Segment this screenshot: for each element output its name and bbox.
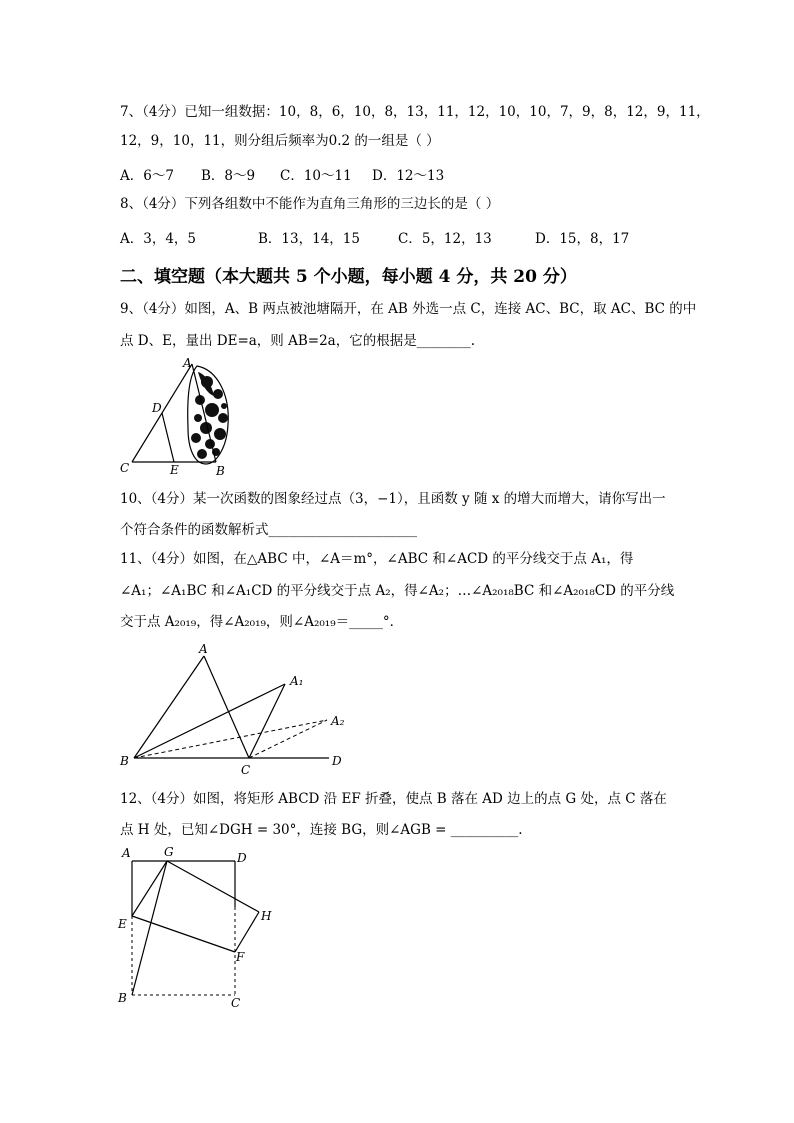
label-d: D <box>332 754 342 768</box>
q7-option-a: A．6～7 <box>120 168 174 184</box>
label-a: A <box>183 356 192 370</box>
segment-ba1 <box>134 684 285 758</box>
segment-hf <box>235 912 259 952</box>
segment-ca2 <box>249 720 327 758</box>
segment-ba <box>134 656 204 758</box>
segment-gh <box>167 861 259 912</box>
q8-option-b: B．13，14，15 <box>258 231 360 247</box>
q7-option-c: C．10～11 <box>280 168 352 184</box>
pond-shape <box>188 366 229 464</box>
label-b: B <box>118 991 127 1005</box>
label-e: E <box>170 463 179 477</box>
q8-option-a: A．3，4，5 <box>120 231 197 247</box>
label-g: G <box>164 845 174 859</box>
q8-option-c: C．5，12，13 <box>398 231 492 247</box>
label-c: C <box>241 763 251 777</box>
q7-option-b: B．8～9 <box>201 168 256 184</box>
q9-line1: 9、（4分）如图，A、B 两点被池塘隔开，在 AB 外选一点 C，连接 AC、BC，取 AC、BC 的中 <box>120 301 697 317</box>
label-c: C <box>120 461 130 475</box>
label-a: A <box>122 846 131 860</box>
label-a: A <box>199 642 208 656</box>
q12-figure <box>115 842 285 1014</box>
label-d: D <box>152 401 162 415</box>
label-f: F <box>236 950 245 964</box>
label-a1: A₁ <box>290 674 304 688</box>
label-h: H <box>261 909 272 923</box>
segment-eg <box>132 861 167 916</box>
label-e: E <box>118 917 127 931</box>
q8-line1: 8、（4分）下列各组数中不能作为直角三角形的三边长的是（ ） <box>120 196 500 212</box>
q9-figure <box>110 352 250 478</box>
q7-line1: 7、（4分）已知一组数据：10，8，6，10，8，13，11，12，10，10，7，9，8，12，9，11， <box>120 104 710 120</box>
q12-line1: 12、（4分）如图，将矩形 ABCD 沿 EF 折叠，使点 B 落在 AD 边上的点 G 处，点 C 落在 <box>120 791 667 807</box>
q10-line2: 个符合条件的函数解析式______________________ <box>120 522 417 538</box>
q11-line3: 交于点 A₂₀₁₉，得∠A₂₀₁₉，则∠A₂₀₁₉＝_____°． <box>120 614 404 630</box>
label-a2: A₂ <box>331 714 345 728</box>
q12-line2: 点 H 处，已知∠DGH = 30°，连接 BG，则∠AGB = __________. <box>120 822 523 838</box>
segment-ca1 <box>249 684 285 758</box>
q11-figure <box>115 640 365 780</box>
section-title: 二、填空题（本大题共 5 个小题，每小题 4 分，共 20 分） <box>120 267 577 287</box>
q8-option-d: D．15，8，17 <box>535 231 630 247</box>
q11-line2: ∠A₁；∠A₁BC 和∠A₁CD 的平分线交于点 A₂，得∠A₂；…∠A₂₀₁₈BC 和∠A₂₀₁₈CD 的平分线 <box>120 583 675 599</box>
segment-de <box>162 413 174 462</box>
segment-ba2 <box>134 720 327 758</box>
q9-line2: 点 D、E，量出 DE=a，则 AB=2a，它的根据是________. <box>120 333 476 349</box>
q7-line2: 12，9，10，11，则分组后频率为0.2 的一组是（ ） <box>120 133 440 149</box>
q7-option-d: D．12～13 <box>372 168 445 184</box>
segment-bg <box>132 861 167 995</box>
label-b: B <box>120 754 129 768</box>
label-c: C <box>231 996 241 1010</box>
q11-line1: 11、（4分）如图，在△ABC 中，∠A＝m°，∠ABC 和∠ACD 的平分线交于点 A₁，得 <box>120 551 634 567</box>
label-b: B <box>216 464 225 478</box>
q10-line1: 10、（4分）某一次函数的图象经过点（3，−1），且函数 y 随 x 的增大而增大，请你写出一 <box>120 491 666 507</box>
label-d: D <box>237 851 247 865</box>
